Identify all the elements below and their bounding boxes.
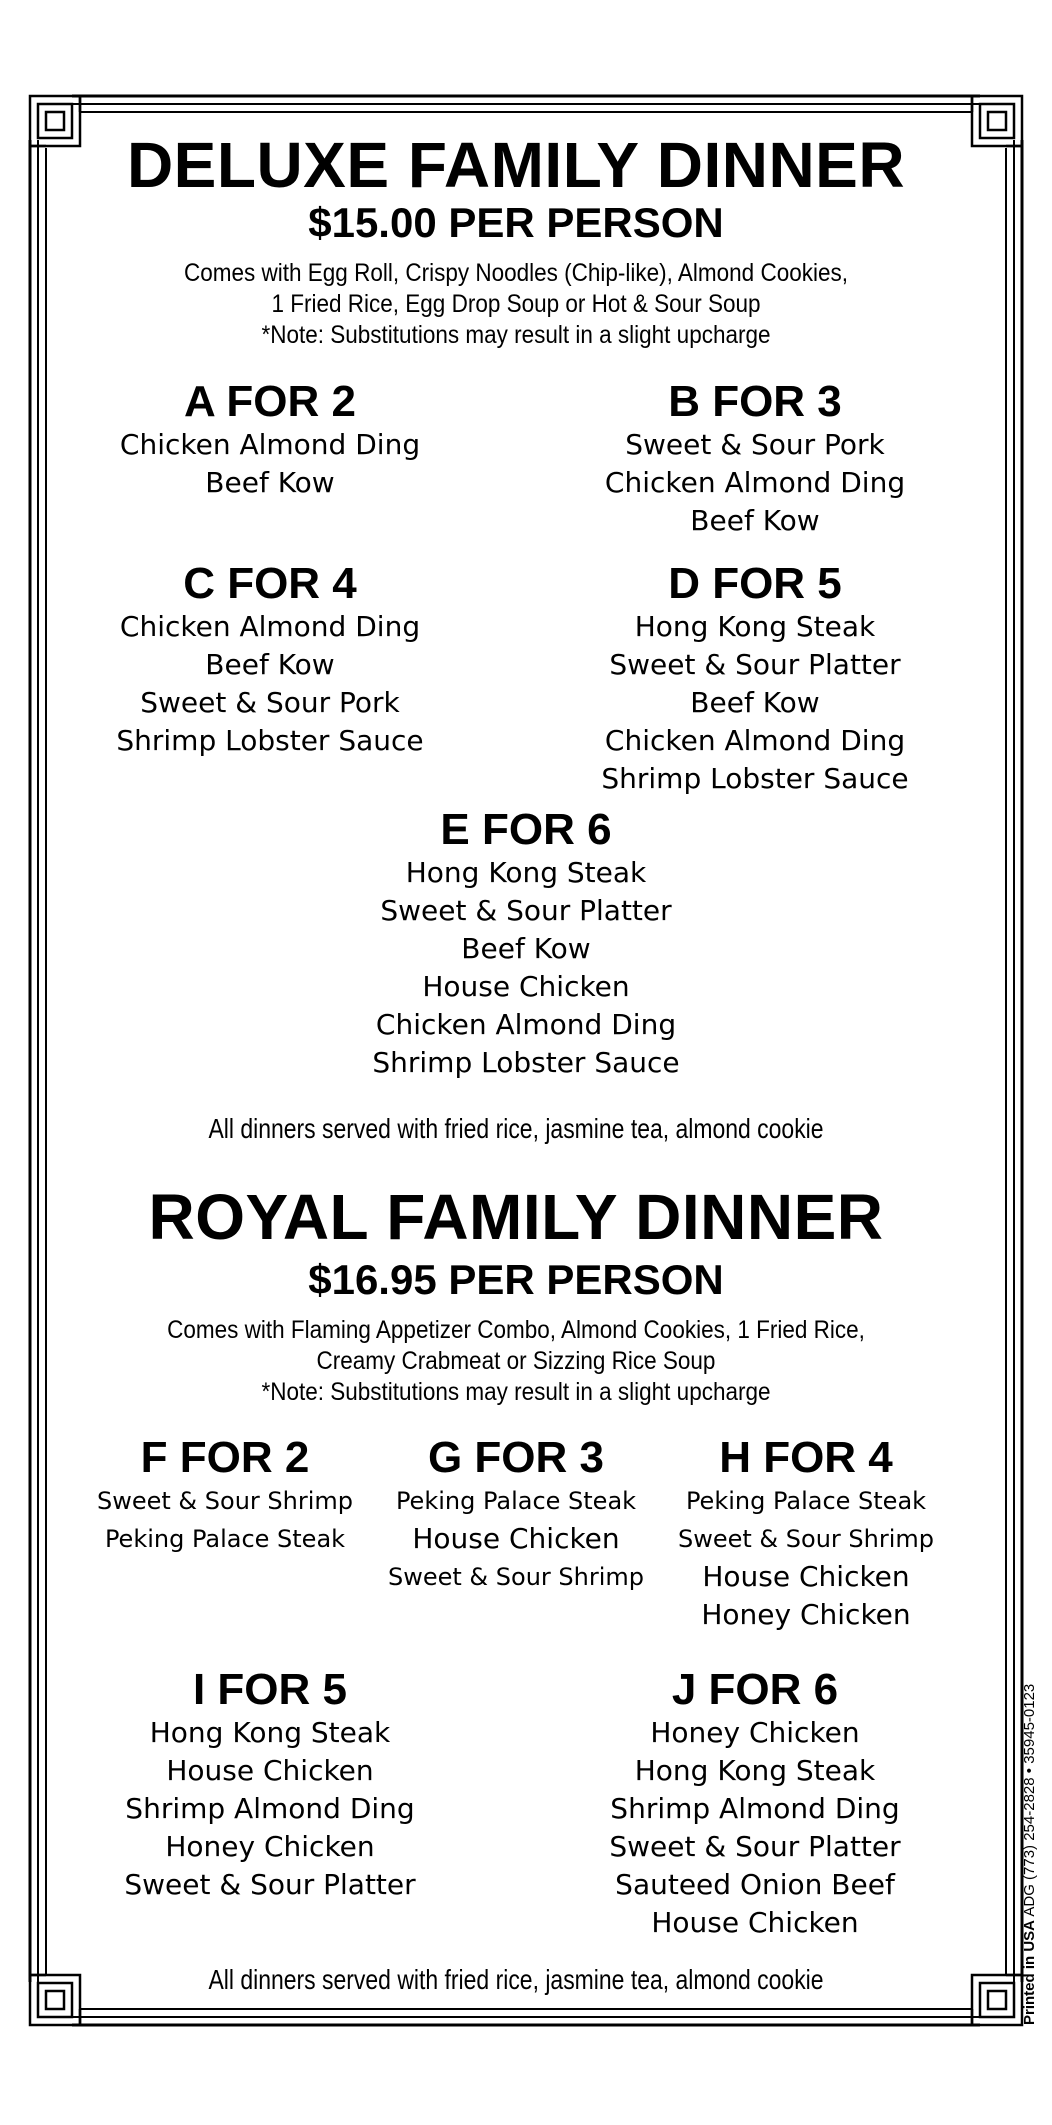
menu-item: Chicken Almond Ding bbox=[604, 466, 906, 499]
royal-description-line: *Note: Substitutions may result in a slight upcharge bbox=[261, 1378, 771, 1406]
menu-item: Beef Kow bbox=[690, 686, 820, 719]
deluxe-price: $15.00 PER PERSON bbox=[308, 199, 724, 246]
menu-item: Hong Kong Steak bbox=[634, 1754, 876, 1787]
menu-item: House Chicken bbox=[651, 1906, 859, 1939]
group-g bbox=[371, 1434, 661, 1596]
menu-item: Sweet & Sour Platter bbox=[380, 894, 672, 927]
menu-item: Beef Kow bbox=[690, 504, 820, 537]
group-a bbox=[80, 378, 460, 502]
royal-description bbox=[133, 1315, 900, 1408]
menu-item: Shrimp Lobster Sauce bbox=[372, 1046, 680, 1079]
group-e bbox=[326, 806, 726, 1082]
menu-item: Chicken Almond Ding bbox=[119, 610, 421, 643]
royal-footer-note: All dinners served with fried rice, jasmine tea, almond cookie bbox=[208, 1964, 824, 1995]
menu-item: Honey Chicken bbox=[701, 1598, 911, 1631]
group-i bbox=[80, 1666, 460, 1904]
group-b bbox=[565, 378, 945, 540]
group-f bbox=[80, 1434, 370, 1558]
menu-item: House Chicken bbox=[412, 1522, 620, 1555]
menu-item: Sweet & Sour Platter bbox=[609, 1830, 901, 1863]
group-title: E FOR 6 bbox=[440, 805, 612, 854]
menu-item: House Chicken bbox=[702, 1560, 910, 1593]
royal-description-line: Comes with Flaming Appetizer Combo, Almond Cookies, 1 Fried Rice, bbox=[167, 1316, 865, 1344]
menu-item: Peking Palace Steak bbox=[104, 1525, 346, 1553]
deluxe-description-line: *Note: Substitutions may result in a slight upcharge bbox=[261, 321, 771, 349]
group-title: J FOR 6 bbox=[671, 1665, 839, 1714]
menu-item: Sweet & Sour Shrimp bbox=[388, 1563, 644, 1591]
menu-item: Sauteed Onion Beef bbox=[615, 1868, 895, 1901]
group-d bbox=[565, 560, 945, 798]
menu-item: Sweet & Sour Shrimp bbox=[97, 1487, 353, 1515]
group-h bbox=[661, 1434, 951, 1634]
menu-item: Shrimp Lobster Sauce bbox=[116, 724, 424, 757]
menu-item: Beef Kow bbox=[205, 648, 335, 681]
menu-item: Chicken Almond Ding bbox=[604, 724, 906, 757]
menu-item: Honey Chicken bbox=[650, 1716, 860, 1749]
group-title: C FOR 4 bbox=[183, 559, 357, 608]
printer-note bbox=[1019, 1645, 1041, 2025]
menu-item: Chicken Almond Ding bbox=[375, 1008, 677, 1041]
deluxe-footer-note: All dinners served with fried rice, jasmine tea, almond cookie bbox=[208, 1113, 824, 1144]
group-title: F FOR 2 bbox=[140, 1433, 310, 1482]
printer-note-rest: ADG (773) 254-2828 • 35945-0123 bbox=[1021, 1683, 1038, 1917]
group-title: B FOR 3 bbox=[668, 377, 842, 426]
menu-item: Sweet & Sour Platter bbox=[609, 648, 901, 681]
group-c bbox=[80, 560, 460, 760]
group-title: A FOR 2 bbox=[184, 377, 356, 426]
menu-item: Shrimp Almond Ding bbox=[610, 1792, 900, 1825]
menu-item: Beef Kow bbox=[461, 932, 591, 965]
deluxe-title: DELUXE FAMILY DINNER bbox=[126, 129, 906, 201]
menu-item: Sweet & Sour Pork bbox=[625, 428, 885, 461]
menu-item: Shrimp Lobster Sauce bbox=[601, 762, 909, 795]
menu-item: Chicken Almond Ding bbox=[119, 428, 421, 461]
deluxe-description-line: Comes with Egg Roll, Crispy Noodles (Chip-like), Almond Cookies, bbox=[183, 259, 849, 287]
menu-item: Shrimp Almond Ding bbox=[125, 1792, 415, 1825]
group-title: D FOR 5 bbox=[668, 559, 842, 608]
menu-item: Honey Chicken bbox=[165, 1830, 375, 1863]
menu-item: Sweet & Sour Pork bbox=[140, 686, 400, 719]
group-title: G FOR 3 bbox=[427, 1433, 605, 1482]
menu-item: House Chicken bbox=[166, 1754, 374, 1787]
royal-title: ROYAL FAMILY DINNER bbox=[148, 1181, 884, 1253]
group-title: H FOR 4 bbox=[719, 1433, 893, 1482]
menu-item: Sweet & Sour Platter bbox=[124, 1868, 416, 1901]
menu-item: House Chicken bbox=[422, 970, 630, 1003]
deluxe-description-line: 1 Fried Rice, Egg Drop Soup or Hot & Sour Soup bbox=[271, 290, 761, 318]
group-title: I FOR 5 bbox=[192, 1665, 348, 1714]
menu-item: Hong Kong Steak bbox=[405, 856, 647, 889]
menu-item: Beef Kow bbox=[205, 466, 335, 499]
deluxe-description bbox=[133, 258, 900, 351]
printer-note-bold: Printed in USA bbox=[1021, 1919, 1038, 2025]
menu-item: Peking Palace Steak bbox=[685, 1487, 927, 1515]
royal-price: $16.95 PER PERSON bbox=[308, 1256, 724, 1303]
menu-item: Sweet & Sour Shrimp bbox=[678, 1525, 934, 1553]
royal-description-line: Creamy Crabmeat or Sizzing Rice Soup bbox=[316, 1347, 716, 1375]
menu-item: Peking Palace Steak bbox=[395, 1487, 637, 1515]
menu-item: Hong Kong Steak bbox=[634, 610, 876, 643]
menu-item: Hong Kong Steak bbox=[149, 1716, 391, 1749]
group-j bbox=[565, 1666, 945, 1942]
